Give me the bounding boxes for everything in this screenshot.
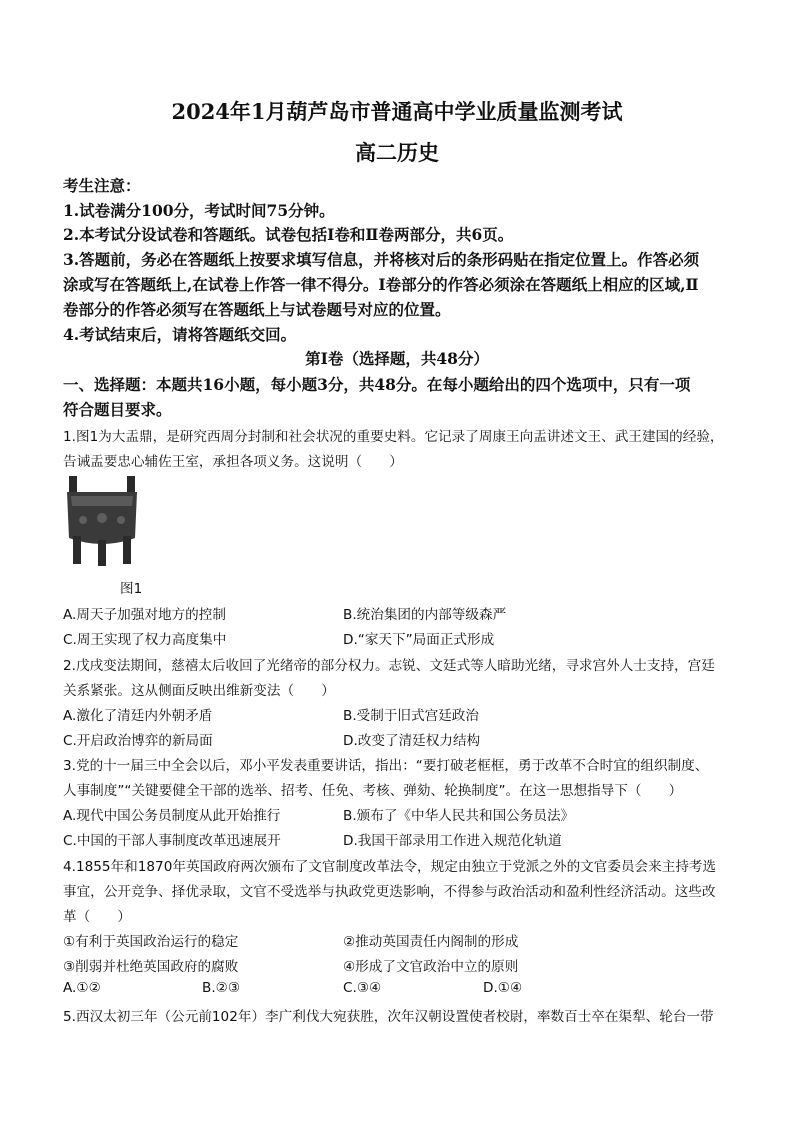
option-c: C.开启政治博弈的新局面 <box>63 733 213 749</box>
notice-line: 1.试卷满分100分，考试时间75分钟。 <box>63 201 335 220</box>
question-1-stem: 告诫盂要忠心辅佐王室，承担各项义务。这说明（ ） <box>63 454 403 470</box>
option-d: D.①④ <box>483 980 523 996</box>
notice-heading: 考生注意： <box>63 176 141 195</box>
option-d: D.我国干部录用工作进入规范化轨道 <box>343 833 562 849</box>
statement-3: ③削弱并杜绝英国政府的腐败 <box>63 959 239 975</box>
question-4-stem: 事宜，公开竞争、择优录取，文官不受选举与执政党更迭影响，不得参与政治活动和盈利性经济活动。这些改 <box>63 884 716 900</box>
option-a: A.现代中国公务员制度从此开始推行 <box>63 808 281 824</box>
question-3-stem: 3.党的十一届三中全会以后，邓小平发表重要讲话，指出：“要打破老框框，勇于改革不合时宜的组织制度、 <box>63 758 709 774</box>
notice-line: 卷部分的作答必须写在答题纸上与试卷题号对应的位置。 <box>63 300 451 319</box>
option-d: D.“家天下”局面正式形成 <box>343 632 495 648</box>
option-a: A.激化了清廷内外朝矛盾 <box>63 708 213 724</box>
option-c: C.中国的干部人事制度改革迅速展开 <box>63 833 281 849</box>
notice-line: 4.考试结束后，请将答题纸交回。 <box>63 325 297 344</box>
figure-caption: 图1 <box>120 581 143 597</box>
statement-1: ①有利于英国政治运行的稳定 <box>63 934 239 950</box>
statement-2: ②推动英国责任内阁制的形成 <box>343 934 519 950</box>
notice-line: 3.答题前，务必在答题纸上按要求填写信息，并将核对后的条形码贴在指定位置上。作答必须 <box>63 250 700 269</box>
question-1-stem: 1.图1为大盂鼎，是研究西周分封制和社会状况的重要史料。它记录了周康王向盂讲述文王、武王建国的经验， <box>63 429 724 445</box>
section-instruction: 一、选择题：本题共16小题，每小题3分，共48分。在每小题给出的四个选项中，只有一项 <box>63 375 691 394</box>
option-b: B.②③ <box>202 980 241 996</box>
notice-line: 2.本考试分设试卷和答题纸。试卷包括Ⅰ卷和Ⅱ卷两部分，共6页。 <box>63 225 514 244</box>
question-2-stem: 关系紧张。这从侧面反映出维新变法（ ） <box>63 683 335 699</box>
statement-4: ④形成了文官政治中立的原则 <box>343 959 519 975</box>
option-d: D.改变了清廷权力结构 <box>343 733 481 749</box>
option-b: B.颁布了《中华人民共和国公务员法》 <box>343 808 575 824</box>
exam-title: 2024年1月葫芦岛市普通高中学业质量监测考试 <box>171 99 623 124</box>
question-3-stem: 人事制度”“关键要健全干部的选举、招考、任免、考核、弹劾、轮换制度”。在这一思想指导下（ ） <box>63 783 683 799</box>
question-4-stem: 4.1855年和1870年英国政府两次颁布了文官制度改革法令，规定由独立于党派之外的文官委员会来主持考选 <box>63 859 717 875</box>
question-5-stem: 5.西汉太初三年（公元前102年）李广利伐大宛获胜，次年汉朝设置使者校尉，率数百士卒在渠犁、轮台一带 <box>63 1009 714 1025</box>
question-4-stem: 革（ ） <box>63 909 131 925</box>
notice-line: 涂或写在答题纸上,在试卷上作答一律不得分。Ⅰ卷部分的作答必须涂在答题纸上相应的区域,Ⅱ <box>63 275 699 294</box>
ding-vessel-figure <box>63 470 141 570</box>
option-a: A.周天子加强对地方的控制 <box>63 607 226 623</box>
section-instruction: 符合题目要求。 <box>63 400 172 419</box>
exam-subject: 高二历史 <box>355 140 439 165</box>
option-c: C.周王实现了权力高度集中 <box>63 632 227 648</box>
option-b: B.受制于旧式宫廷政治 <box>343 708 479 724</box>
section-title: 第Ⅰ卷（选择题，共48分） <box>305 349 489 368</box>
question-2-stem: 2.戊戌变法期间，慈禧太后收回了光绪帝的部分权力。志锐、文廷式等人暗助光绪，寻求宫外人士支持，宫廷 <box>63 658 715 674</box>
option-a: A.①② <box>63 980 101 996</box>
option-c: C.③④ <box>343 980 382 996</box>
option-b: B.统治集团的内部等级森严 <box>343 607 507 623</box>
